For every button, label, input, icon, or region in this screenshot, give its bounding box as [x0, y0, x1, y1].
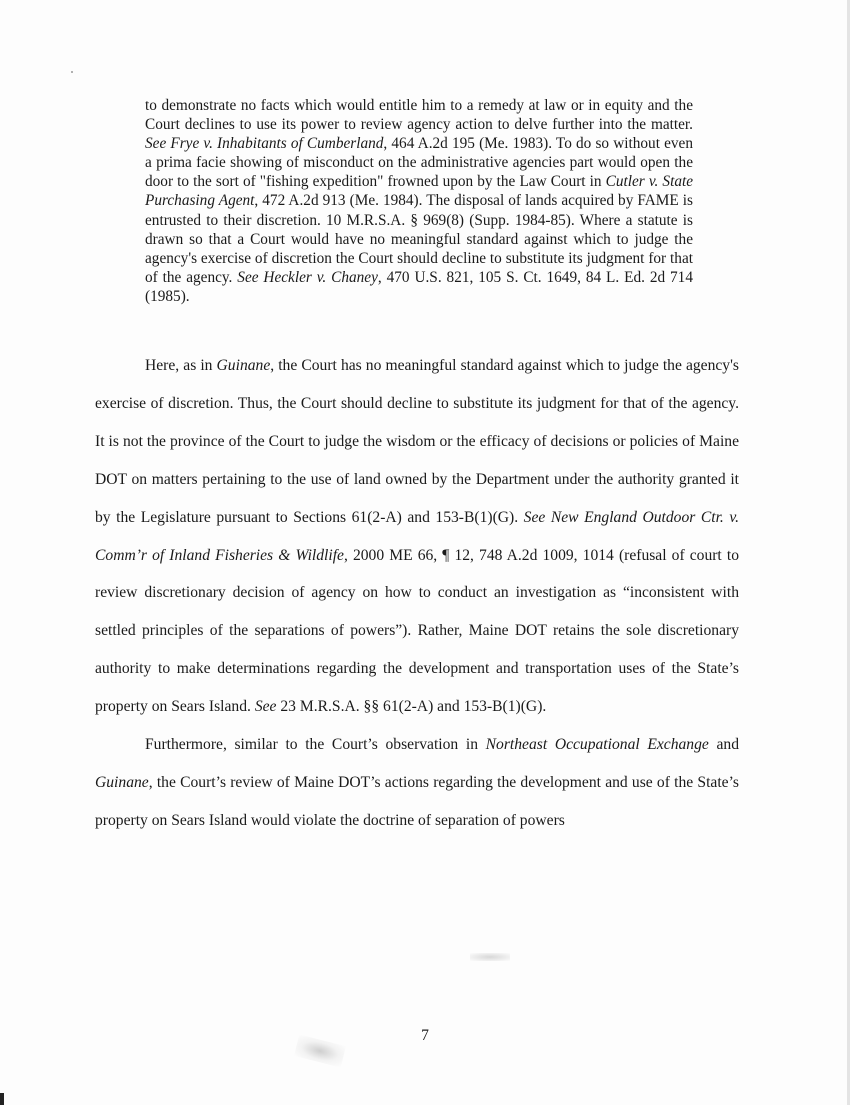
scan-smudge: [470, 953, 510, 961]
paragraph-text: , the Court has no meaningful standard against which to judge the agency's exercise of discretion. Thus, the Court should decline to substitute its judgment for that of the agency. It is not the province of the Court to judge the wisdom or the efficacy of decisions or policies of Maine DOT on matters pertaining to the use of land owned by the Department under the authority granted it by the Legislature pursuant to Sections 61(2-A) and 153-B(1)(G).: [95, 357, 739, 526]
paragraph-text: 23 M.R.S.A. §§ 61(2-A) and 153-B(1)(G).: [276, 698, 547, 716]
paragraph-text: Here, as in: [145, 357, 217, 374]
block-quote-text: , 470 U.S. 821, 105 S. Ct. 1649, 84 L. Ed. 2d 714 (1985).: [145, 268, 693, 305]
case-citation: Cutler v. State Purchasing Agent: [145, 173, 694, 210]
body-paragraph: [95, 726, 739, 840]
case-citation: See Heckler v. Chaney: [237, 268, 378, 286]
case-name: Northeast Occupational Exchange: [485, 736, 709, 753]
block-quote-text: , 464 A.2d 195 (Me. 1983). To do so without even a prima facie showing of misconduct on the administrative agencies part would open the door to the sort of "fishing expedition" frowned upon by the Law Court in: [145, 135, 693, 191]
citation-signal: See: [254, 698, 277, 716]
block-quote-text: , 472 A.2d 913 (Me. 1984). The disposal of lands acquired by FAME is entrusted to their discretion. 10 M.R.S.A. § 969(8) (Supp. 1984-85). Where a statute is drawn so that a Court would have no meaningful standard against which to judge the agency's exercise of discretion the Court should decline to substitute its judgment for that of the agency.: [145, 192, 693, 286]
case-citation: See Frye v. Inhabitants of Cumberland: [145, 135, 384, 153]
case-citation: See New England Outdoor Ctr. v. Comm’r of Inland Fisheries & Wildlife: [95, 508, 739, 564]
paragraph-text: , the Court’s review of Maine DOT’s actions regarding the development and use of the State’s property on Sears Island would violate the doctrine of separation of powers: [95, 773, 739, 829]
paragraph-text: Furthermore, similar to the Court’s observation in: [145, 736, 486, 753]
paragraph-text: , 2000 ME 66, ¶ 12, 748 A.2d 1009, 1014 (refusal of court to review discretionary decision of agency on how to conduct an investigation as “inconsistent with settled principles of the separations of powers”). Rather, Maine DOT retains the sole discretionary authority to make determinations regarding the development and transportation uses of the State’s property on Sears Island.: [95, 546, 739, 716]
scan-speck: [71, 71, 73, 73]
block-quote: [145, 96, 693, 306]
case-name: Guinane: [95, 773, 149, 791]
body-paragraph: [95, 347, 739, 726]
page-number: 7: [421, 1027, 429, 1044]
block-quote-text: to demonstrate no facts which would entitle him to a remedy at law or in equity and the Court declines to use its power to review agency action to delve further into the matter.: [145, 97, 693, 134]
case-name: Guinane: [216, 357, 271, 374]
scan-edge-mark: [0, 1093, 4, 1105]
paragraph-text: and: [708, 736, 739, 753]
